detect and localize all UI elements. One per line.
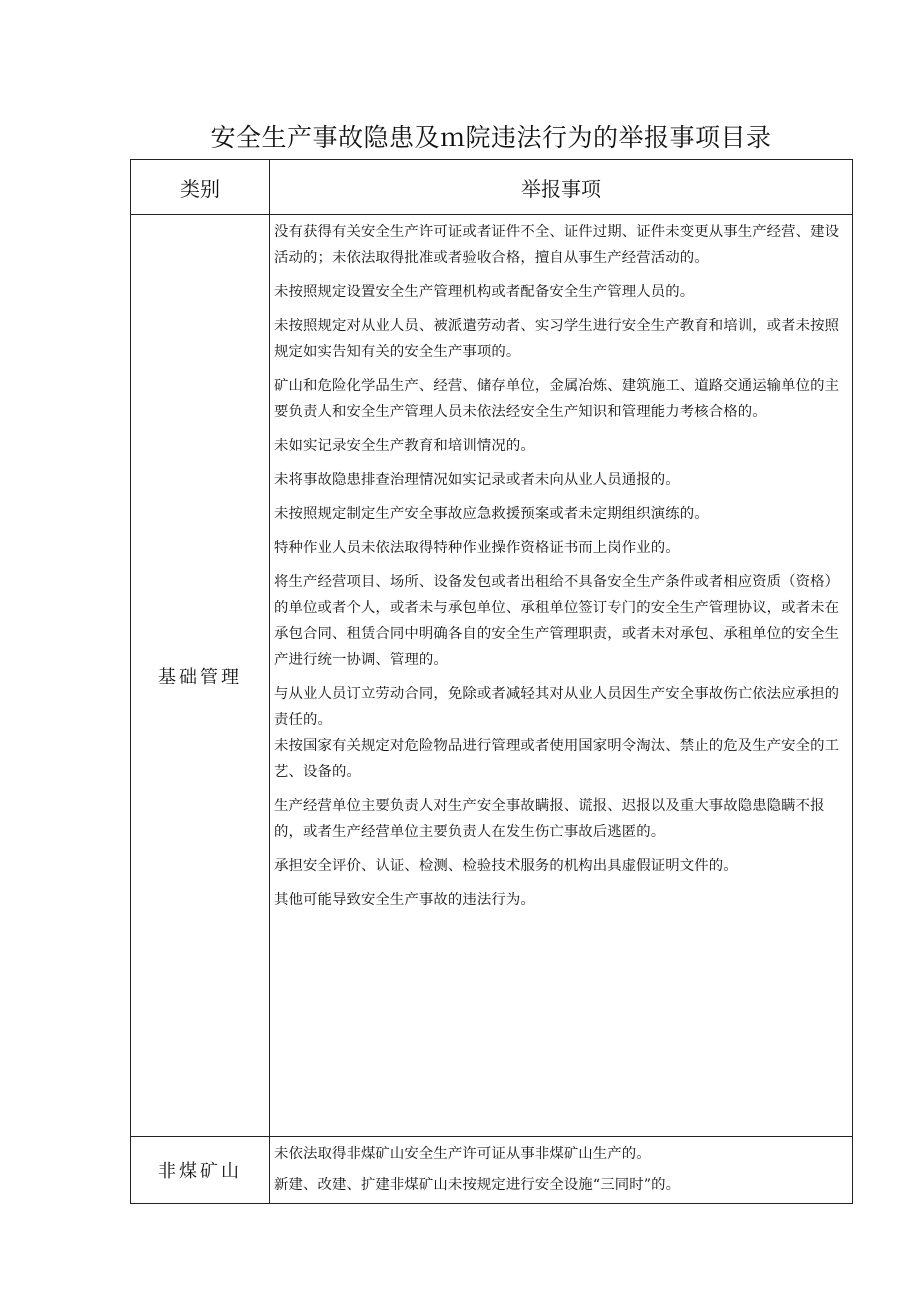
list-item: 未将事故隐患排查治理情况如实记录或者未向从业人员通报的。 — [274, 472, 680, 488]
list-item: 未按照规定对从业人员、被派遣劳动者、实习学生进行安全生产教育和培训，或者未按照规定如实告知有关的安全生产事项的。 — [274, 318, 840, 360]
category-basic-management: 基础管理 — [131, 215, 270, 1137]
list-item: 与从业人员订立劳动合同，免除或者减轻其对从业人员因生产安全事故伤亡依法应承担的责任的。 — [274, 686, 840, 728]
list-item: 未按国家有关规定对危险物品进行管理或者使用国家明令淘汰、禁止的危及生产安全的工艺、设备的。 — [274, 738, 840, 780]
table-row — [131, 215, 853, 1137]
list-item: 承担安全评价、认证、检测、检验技术服务的机构出具虚假证明文件的。 — [274, 858, 738, 874]
category-non-coal-mine: 非煤矿山 — [131, 1137, 270, 1204]
report-items-table — [130, 159, 853, 1204]
non-coal-mine-items — [270, 1137, 853, 1204]
list-item: 未依法取得非煤矿山安全生产许可证从事非煤矿山生产的。 — [274, 1146, 651, 1162]
list-item: 生产经营单位主要负责人对生产安全事故瞒报、谎报、迟报以及重大事故隐患隐瞒不报的，或者生产经营单位主要负责人在发生伤亡事故后逃匿的。 — [274, 798, 825, 840]
list-item: 矿山和危险化学品生产、经营、储存单位，金属冶炼、建筑施工、道路交通运输单位的主要负责人和安全生产管理人员未依法经安全生产知识和管理能力考核合格的。 — [274, 378, 840, 420]
list-item: 其他可能导致安全生产事故的违法行为。 — [274, 892, 535, 908]
list-item: 特种作业人员未依法取得特种作业操作资格证书而上岗作业的。 — [274, 540, 680, 556]
document-title: 安全生产事故隐患及ｍ院违法行为的举报事项目录 — [210, 123, 772, 152]
basic-management-items — [270, 215, 853, 1137]
header-category: 类别 — [131, 160, 270, 215]
list-item: 未按照规定设置安全生产管理机构或者配备安全生产管理人员的。 — [274, 284, 695, 300]
table-header-row — [131, 160, 853, 215]
list-item: 新建、改建、扩建非煤矿山未按规定进行安全设施“三同时”的。 — [274, 1177, 681, 1193]
list-item: 将生产经营项目、场所、设备发包或者出租给不具备安全生产条件或者相应资质（资格）的单位或者个人，或者未与承包单位、承租单位签订专门的安全生产管理协议，或者未在承包合同、租赁合同中明确各自的安全生产管理职责，或者未对承包、承租单位的安全生产进行统一协调、管理的。 — [274, 574, 840, 668]
list-item: 未如实记录安全生产教育和培训情况的。 — [274, 438, 535, 454]
list-item: 未按照规定制定生产安全事故应急救援预案或者未定期组织演练的。 — [274, 506, 709, 522]
header-items: 举报事项 — [270, 160, 853, 215]
table-row — [131, 1137, 853, 1204]
list-item: 没有获得有关安全生产许可证或者证件不全、证件过期、证件未变更从事生产经营、建设活动的；未依法取得批准或者验收合格，擅自从事生产经营活动的。 — [274, 224, 840, 266]
